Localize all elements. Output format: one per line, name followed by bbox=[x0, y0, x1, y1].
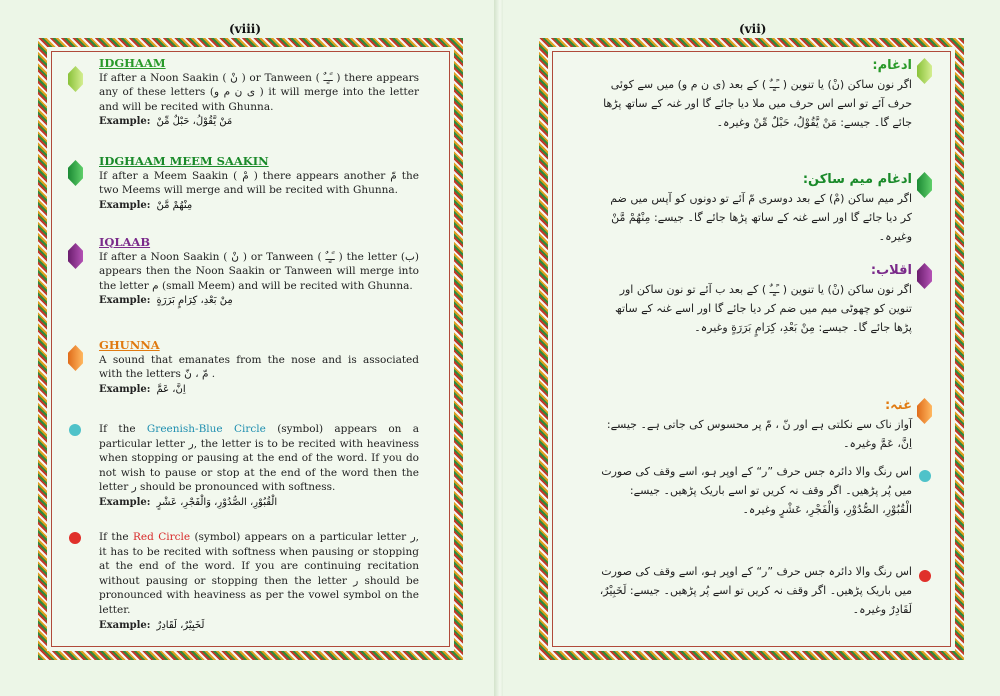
section-heading: IDGHAAM bbox=[99, 56, 166, 70]
example-line: Example: مِنْهُمْ مَّنْ bbox=[99, 199, 193, 211]
red-circle-term: Red Circle bbox=[132, 531, 191, 543]
urdu-section-ghunna bbox=[599, 396, 912, 453]
blue-circle-term: Greenish-Blue Circle bbox=[146, 423, 266, 435]
urdu-section-idghaam bbox=[599, 56, 912, 132]
section-heading: ادغام: bbox=[872, 58, 912, 73]
urdu-section-red-circle bbox=[599, 562, 912, 619]
urdu-section-idghaam-meem bbox=[599, 170, 912, 246]
section-heading: اقلاب: bbox=[870, 263, 912, 278]
urdu-section-blue-circle bbox=[599, 462, 912, 519]
section-heading: ادغام میم ساکن: bbox=[802, 172, 912, 187]
page-number: (viii) bbox=[229, 22, 262, 36]
section-idghaam bbox=[99, 56, 419, 130]
arabic-example: مَنْ يَّقُوْلُ، حَبْلٌ مِّنْ bbox=[156, 116, 233, 128]
section-body: If the Red Circle (symbol) appears on a particular letter ر, it has to be recited with softness when pausing or stopping at the end of the word. If you are continuing recitation without pausing or stopping then the letter ر should be pronounced with heaviness as per the vowel symbol on the letter. bbox=[99, 531, 419, 616]
arabic-example: اِنَّ، عَمَّ bbox=[156, 383, 186, 395]
example-line: Example: لَخَبِيْرٌ، لَقَادِرٌ bbox=[99, 619, 205, 631]
example-line: Example: مِنْ بَعْدِ، كِرَامٍ بَرَرَةٍ bbox=[99, 295, 233, 307]
section-body: If after a Noon Saakin ( نْ ) or Tanween ( ـًـٍـٌ ) there appears any of these letters (ى ن م و ) it will merge into the letter and will be recited with Ghunna. bbox=[99, 71, 420, 113]
section-body: A sound that emanates from the nose and is associated with the letters مّ ، نّ . bbox=[99, 353, 419, 381]
blue-circle-icon bbox=[69, 424, 81, 436]
arabic-example: مِنْ بَعْدِ، كِرَامٍ بَرَرَةٍ bbox=[156, 295, 233, 307]
section-blue-circle bbox=[99, 422, 419, 511]
section-ghunna bbox=[99, 338, 419, 397]
blue-circle-icon bbox=[919, 470, 931, 482]
section-heading: غنہ: bbox=[884, 398, 912, 413]
example-line: Example: اِنَّ، عَمَّ bbox=[99, 383, 186, 395]
section-body: اس رنگ والا دائرہ جس حرف ”ر“ کے اوپر ہو، اسے وقف کی صورت میں پُر پڑھیں۔ اگر وقف نہ کریں تو اسے باریک پڑھیں۔ جیسے: الْقُبُوْرِ، الصُّدُوْرِ، وَالْفَجْرِ، عَشْرٍ وغیرہ۔ bbox=[601, 465, 912, 516]
urdu-section-iqlaab bbox=[599, 261, 912, 337]
red-circle-icon bbox=[919, 570, 931, 582]
section-body: If after a Meem Saakin ( مْ ) there appears another مّ the two Meems will merge and will be recited with Ghunna. bbox=[99, 169, 419, 197]
arabic-example: الْقُبُوْرِ، الصُّدُوْرِ، وَالْفَجْرِ، عَشْرٍ bbox=[156, 496, 278, 508]
arabic-example: لَخَبِيْرٌ، لَقَادِرٌ bbox=[156, 619, 205, 631]
example-line: Example: الْقُبُوْرِ، الصُّدُوْرِ، وَالْفَجْرِ، عَشْرٍ bbox=[99, 496, 278, 508]
section-body: اگر نون ساکن (نْ) یا تنوین ( ـًـٍـٌ ) کے بعد ب آئے تو نون ساکن اور تنوین کو چھوٹی میم میں ضم کر دیا جائے گا اور اسے غنہ کے ساتھ پڑھا جائے گا۔ جیسے: مِنْ بَعْدِ، كِرَامٍ بَرَرَةٍ وغیرہ۔ bbox=[615, 283, 912, 334]
section-body: If the Greenish-Blue Circle (symbol) appears on a particular letter ر, the letter is to be recited with heaviness when stopping or pausing at the end of the word. If you do not wish to pause or stop at the end of the word then the letter ر should be pronounced with softness. bbox=[99, 423, 420, 494]
section-body: If after a Noon Saakin ( نْ ) or Tanween ( ـًـٍـٌ ) the letter (ب) appears then the Noon Saakin or Tanween will merge into the letter م (small Meem) and will be recited with Ghunna. bbox=[99, 250, 420, 292]
section-heading: GHUNNA bbox=[99, 338, 160, 352]
left-page bbox=[0, 0, 497, 696]
section-red-circle bbox=[99, 530, 419, 633]
section-body: آواز ناک سے نکلتی ہے اور نّ ، مّ پر محسوس کی جاتی ہے۔ جیسے: اِنَّ، عَمَّ وغیرہ۔ bbox=[606, 418, 912, 450]
arabic-example: مِنْهُمْ مَّنْ bbox=[156, 199, 193, 211]
section-body: اگر نون ساکن (نْ) یا تنوین ( ـًـٍـٌ ) کے بعد (ی ن م و) میں سے کوئی حرف آئے تو اسے اس حرف میں ملا دیا جائے گا اور غنہ کے ساتھ پڑھا جائے گا۔ جیسے: مَنْ يَّقُوْلُ، حَبْلٌ مِّنْ وغیرہ۔ bbox=[603, 78, 912, 129]
page-number: (vii) bbox=[739, 22, 767, 36]
section-iqlaab bbox=[99, 235, 419, 309]
right-page bbox=[503, 0, 1000, 696]
section-body: اس رنگ والا دائرہ جس حرف ”ر“ کے اوپر ہو، اسے وقف کی صورت میں باریک پڑھیں۔ اگر وقف نہ کریں تو اسے پُر پڑھیں۔ جیسے: لَخَبِيْرٌ، لَقَادِرٌ وغیرہ۔ bbox=[599, 565, 912, 616]
red-circle-icon bbox=[69, 532, 81, 544]
example-line: Example: مَنْ يَّقُوْلُ، حَبْلٌ مِّنْ bbox=[99, 116, 233, 128]
section-body: اگر میم ساکن (مْ) کے بعد دوسری مّ آئے تو دونوں کو آپس میں ضم کر دیا جائے گا اور اسے غنہ کے ساتھ پڑھا جائے گا۔ جیسے: مِنْهُمْ مَّنْ وغیرہ۔ bbox=[610, 192, 912, 243]
section-idghaam-meem bbox=[99, 154, 419, 213]
section-heading: IQLAAB bbox=[99, 235, 151, 249]
section-heading: IDGHAAM MEEM SAAKIN bbox=[99, 154, 269, 168]
